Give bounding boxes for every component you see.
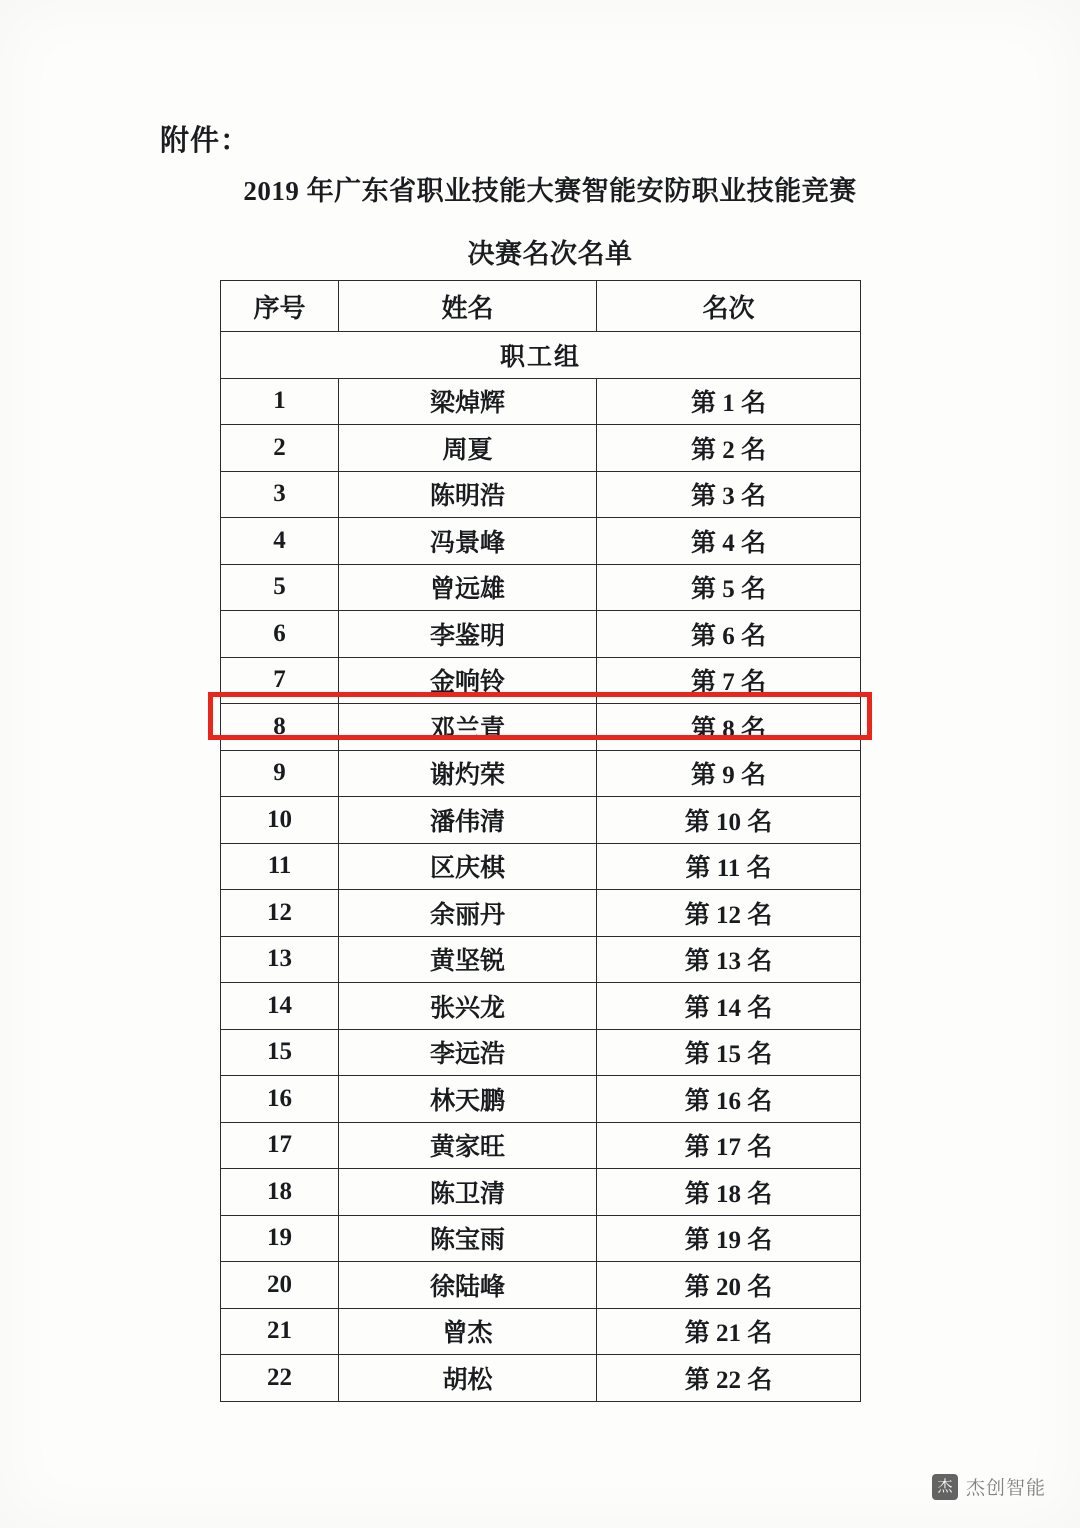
- column-header-name: 姓名: [339, 281, 597, 332]
- cell-name: 林天鹏: [339, 1076, 597, 1123]
- cell-index: 1: [221, 378, 339, 425]
- cell-name: 黄坚锐: [339, 936, 597, 983]
- table-row: [221, 1029, 861, 1076]
- group-header-row: [221, 332, 861, 379]
- table-row: [221, 1262, 861, 1309]
- cell-index: 16: [221, 1076, 339, 1123]
- table-row: [221, 425, 861, 472]
- cell-index: 7: [221, 657, 339, 704]
- cell-index: 11: [221, 843, 339, 890]
- cell-name: 区庆棋: [339, 843, 597, 890]
- cell-rank: 第 10 名: [597, 797, 861, 844]
- table-row: [221, 471, 861, 518]
- cell-index: 12: [221, 890, 339, 937]
- cell-rank: 第 12 名: [597, 890, 861, 937]
- group-label: 职工组: [221, 332, 861, 379]
- cell-name: 谢灼荣: [339, 750, 597, 797]
- cell-rank: 第 7 名: [597, 657, 861, 704]
- table-row: [221, 611, 861, 658]
- cell-index: 17: [221, 1122, 339, 1169]
- cell-name: 胡松: [339, 1355, 597, 1402]
- cell-rank: 第 6 名: [597, 611, 861, 658]
- cell-rank: 第 16 名: [597, 1076, 861, 1123]
- cell-rank: 第 19 名: [597, 1215, 861, 1262]
- cell-index: 14: [221, 983, 339, 1030]
- cell-rank: 第 11 名: [597, 843, 861, 890]
- cell-name: 黄家旺: [339, 1122, 597, 1169]
- cell-rank: 第 13 名: [597, 936, 861, 983]
- cell-name: 李远浩: [339, 1029, 597, 1076]
- column-header-index: 序号: [221, 281, 339, 332]
- cell-rank: 第 3 名: [597, 471, 861, 518]
- table-row: [221, 564, 861, 611]
- table-row: [221, 843, 861, 890]
- cell-index: 4: [221, 518, 339, 565]
- table-row: [221, 1076, 861, 1123]
- table-body: [221, 332, 861, 1402]
- table-row: [221, 1169, 861, 1216]
- table-row: [221, 983, 861, 1030]
- table-row: [221, 657, 861, 704]
- cell-name: 潘伟清: [339, 797, 597, 844]
- cell-index: 22: [221, 1355, 339, 1402]
- cell-index: 8: [221, 704, 339, 751]
- cell-name: 陈明浩: [339, 471, 597, 518]
- cell-name: 曾远雄: [339, 564, 597, 611]
- cell-rank: 第 9 名: [597, 750, 861, 797]
- table-row: [221, 1308, 861, 1355]
- cell-name: 余丽丹: [339, 890, 597, 937]
- cell-index: 3: [221, 471, 339, 518]
- table-header-row: [221, 281, 861, 332]
- table-row: [221, 1355, 861, 1402]
- page-title: 2019 年广东省职业技能大赛智能安防职业技能竞赛: [243, 176, 857, 206]
- cell-rank: 第 5 名: [597, 564, 861, 611]
- table-row: [221, 1122, 861, 1169]
- cell-index: 2: [221, 425, 339, 472]
- cell-rank: 第 1 名: [597, 378, 861, 425]
- table-row: [221, 797, 861, 844]
- cell-name: 梁焯辉: [339, 378, 597, 425]
- attachment-label: 附件：: [160, 125, 251, 157]
- table-row: [221, 890, 861, 937]
- cell-name: 周夏: [339, 425, 597, 472]
- cell-rank: 第 2 名: [597, 425, 861, 472]
- page-subtitle: 决赛名次名单: [467, 239, 633, 269]
- cell-index: 9: [221, 750, 339, 797]
- cell-name: 徐陆峰: [339, 1262, 597, 1309]
- cell-name: 曾杰: [339, 1308, 597, 1355]
- cell-index: 18: [221, 1169, 339, 1216]
- watermark-text: 杰创智能: [965, 1478, 1046, 1499]
- cell-index: 6: [221, 611, 339, 658]
- rank-table: [220, 280, 861, 1402]
- cell-rank: 第 8 名: [597, 704, 861, 751]
- watermark: [932, 1473, 1046, 1500]
- cell-rank: 第 20 名: [597, 1262, 861, 1309]
- cell-name: 张兴龙: [339, 983, 597, 1030]
- cell-name: 陈卫清: [339, 1169, 597, 1216]
- cell-rank: 第 21 名: [597, 1308, 861, 1355]
- cell-rank: 第 17 名: [597, 1122, 861, 1169]
- cell-rank: 第 18 名: [597, 1169, 861, 1216]
- cell-name: 李鉴明: [339, 611, 597, 658]
- cell-index: 13: [221, 936, 339, 983]
- cell-rank: 第 15 名: [597, 1029, 861, 1076]
- table-row: [221, 936, 861, 983]
- watermark-logo-icon: 杰: [932, 1474, 958, 1500]
- table-row: [221, 518, 861, 565]
- cell-index: 20: [221, 1262, 339, 1309]
- table-row-highlighted: [221, 704, 861, 751]
- cell-index: 10: [221, 797, 339, 844]
- cell-index: 19: [221, 1215, 339, 1262]
- table-row: [221, 1215, 861, 1262]
- table-row: [221, 750, 861, 797]
- cell-index: 15: [221, 1029, 339, 1076]
- cell-name: 陈宝雨: [339, 1215, 597, 1262]
- column-header-rank: 名次: [597, 281, 861, 332]
- cell-index: 5: [221, 564, 339, 611]
- cell-rank: 第 22 名: [597, 1355, 861, 1402]
- cell-rank: 第 4 名: [597, 518, 861, 565]
- cell-index: 21: [221, 1308, 339, 1355]
- cell-name: 金响铃: [339, 657, 597, 704]
- cell-name: 邓兰青: [339, 704, 597, 751]
- table-row: [221, 378, 861, 425]
- cell-rank: 第 14 名: [597, 983, 861, 1030]
- rank-table-container: [220, 280, 860, 1402]
- cell-name: 冯景峰: [339, 518, 597, 565]
